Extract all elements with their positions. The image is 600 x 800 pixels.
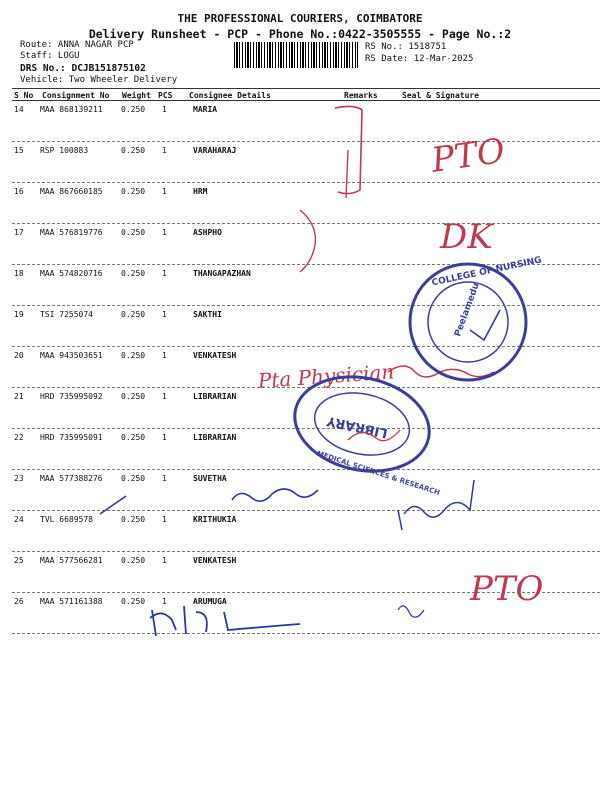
col-header-weight: Weight bbox=[122, 91, 151, 100]
row-pcs: 1 bbox=[162, 351, 167, 360]
row-weight: 0.250 bbox=[121, 187, 146, 196]
runsheet-subtitle: Delivery Runsheet - PCP - Phone No.:0422-3505555 - Page No.:2 bbox=[88, 27, 512, 41]
table-row bbox=[0, 142, 600, 183]
row-consignment-no: HRD 735995092 bbox=[40, 392, 103, 401]
row-sno: 20 bbox=[14, 351, 24, 360]
row-pcs: 1 bbox=[162, 228, 167, 237]
row-pcs: 1 bbox=[162, 187, 167, 196]
dk-note: DK bbox=[440, 217, 493, 257]
table-row bbox=[0, 593, 600, 634]
row-consignee: ARUMUGA bbox=[193, 597, 227, 606]
row-sno: 26 bbox=[14, 597, 24, 606]
row-consignee: SAKTHI bbox=[193, 310, 222, 319]
row-consignment-no: MAA 577388276 bbox=[40, 474, 103, 483]
row-sno: 22 bbox=[14, 433, 24, 442]
row-pcs: 1 bbox=[162, 269, 167, 278]
row-weight: 0.250 bbox=[121, 556, 146, 565]
barcode-image bbox=[234, 42, 358, 68]
row-consignment-no: MAA 868139211 bbox=[40, 105, 103, 114]
row-sno: 23 bbox=[14, 474, 24, 483]
row-sno: 24 bbox=[14, 515, 24, 524]
col-header-sno: S No bbox=[14, 91, 34, 100]
row-sno: 17 bbox=[14, 228, 24, 237]
row-pcs: 1 bbox=[162, 433, 167, 442]
row-consignee: KRITHUKIA bbox=[193, 515, 237, 524]
row-consignment-no: MAA 571161388 bbox=[40, 597, 103, 606]
row-consignee: VENKATESH bbox=[193, 351, 237, 360]
col-header-consignee: Consignee Details bbox=[189, 91, 271, 100]
pto-note-2: PTO bbox=[470, 569, 544, 609]
row-consignee: VARAHARAJ bbox=[193, 146, 237, 155]
row-weight: 0.250 bbox=[121, 474, 146, 483]
table-row bbox=[0, 224, 600, 265]
row-pcs: 1 bbox=[162, 392, 167, 401]
row-weight: 0.250 bbox=[121, 228, 146, 237]
row-consignment-no: MAA 577566281 bbox=[40, 556, 103, 565]
row-pcs: 1 bbox=[162, 474, 167, 483]
table-row bbox=[0, 306, 600, 347]
drs-number: DRS No.: DCJB151875102 bbox=[20, 63, 146, 74]
row-consignment-no: MAA 574820716 bbox=[40, 269, 103, 278]
row-consignee: LIBRARIAN bbox=[193, 392, 237, 401]
row-consignee: VENKATESH bbox=[193, 556, 237, 565]
vehicle-label: Vehicle: Two Wheeler Delivery bbox=[20, 75, 178, 85]
physician-note: Pta Physician bbox=[257, 359, 395, 393]
stamp-nursing-place: Peelamedu bbox=[453, 281, 482, 339]
rs-date: RS Date: 12-Mar-2025 bbox=[365, 54, 474, 64]
table-row bbox=[0, 265, 600, 306]
row-consignee: SUVETHA bbox=[193, 474, 227, 483]
row-divider bbox=[12, 633, 600, 634]
row-weight: 0.250 bbox=[121, 146, 146, 155]
row-sno: 25 bbox=[14, 556, 24, 565]
col-header-seal-signature: Seal & Signature bbox=[402, 91, 480, 100]
row-consignment-no: MAA 943503651 bbox=[40, 351, 103, 360]
row-consignment-no: RSP 100883 bbox=[40, 146, 89, 155]
table-row bbox=[0, 470, 600, 511]
row-consignment-no: TSI 7255074 bbox=[40, 310, 93, 319]
col-header-remarks: Remarks bbox=[344, 91, 378, 100]
row-sno: 15 bbox=[14, 146, 24, 155]
row-consignment-no: MAA 576819776 bbox=[40, 228, 103, 237]
row-weight: 0.250 bbox=[121, 351, 146, 360]
table-top-rule bbox=[12, 88, 600, 89]
row-pcs: 1 bbox=[162, 310, 167, 319]
table-row bbox=[0, 429, 600, 470]
row-weight: 0.250 bbox=[121, 105, 146, 114]
row-sno: 14 bbox=[14, 105, 24, 114]
row-sno: 19 bbox=[14, 310, 24, 319]
stamp-library-ring: MEDICAL SCIENCES & RESEARCH bbox=[315, 449, 441, 497]
row-weight: 0.250 bbox=[121, 269, 146, 278]
table-row bbox=[0, 388, 600, 429]
table-row bbox=[0, 552, 600, 593]
table-row bbox=[0, 183, 600, 224]
row-consignment-no: TVL 6689578 bbox=[40, 515, 93, 524]
company-title: THE PROFESSIONAL COURIERS, COIMBATORE bbox=[177, 12, 423, 25]
row-consignee: MARIA bbox=[193, 105, 218, 114]
row-pcs: 1 bbox=[162, 105, 167, 114]
row-consignee: LIBRARIAN bbox=[193, 433, 237, 442]
col-header-pcs: PCS bbox=[158, 91, 173, 100]
row-consignment-no: MAA 867660185 bbox=[40, 187, 103, 196]
table-row bbox=[0, 511, 600, 552]
row-sno: 16 bbox=[14, 187, 24, 196]
row-sno: 21 bbox=[14, 392, 24, 401]
row-weight: 0.250 bbox=[121, 310, 146, 319]
row-consignment-no: HRD 735995091 bbox=[40, 433, 103, 442]
row-sno: 18 bbox=[14, 269, 24, 278]
table-row bbox=[0, 101, 600, 142]
row-weight: 0.250 bbox=[121, 515, 146, 524]
row-consignee: ASHPHO bbox=[193, 228, 222, 237]
table-row bbox=[0, 347, 600, 388]
route-label: Route: ANNA NAGAR PCP bbox=[20, 40, 134, 50]
row-weight: 0.250 bbox=[121, 433, 146, 442]
stamp-library-text: LIBRARY bbox=[325, 412, 390, 441]
row-pcs: 1 bbox=[162, 556, 167, 565]
row-consignee: HRM bbox=[193, 187, 208, 196]
staff-label: Staff: LOGU bbox=[20, 51, 80, 61]
row-pcs: 1 bbox=[162, 597, 167, 606]
col-header-consignment: Consignment No bbox=[42, 91, 110, 100]
pto-note-1: PTO bbox=[429, 130, 508, 181]
row-pcs: 1 bbox=[162, 515, 167, 524]
row-pcs: 1 bbox=[162, 146, 167, 155]
row-weight: 0.250 bbox=[121, 597, 146, 606]
row-weight: 0.250 bbox=[121, 392, 146, 401]
stamp-nursing-text: COLLEGE OF NURSING bbox=[430, 255, 543, 289]
row-consignee: THANGAPAZHAN bbox=[193, 269, 251, 278]
rs-number: RS No.: 1518751 bbox=[365, 42, 447, 52]
